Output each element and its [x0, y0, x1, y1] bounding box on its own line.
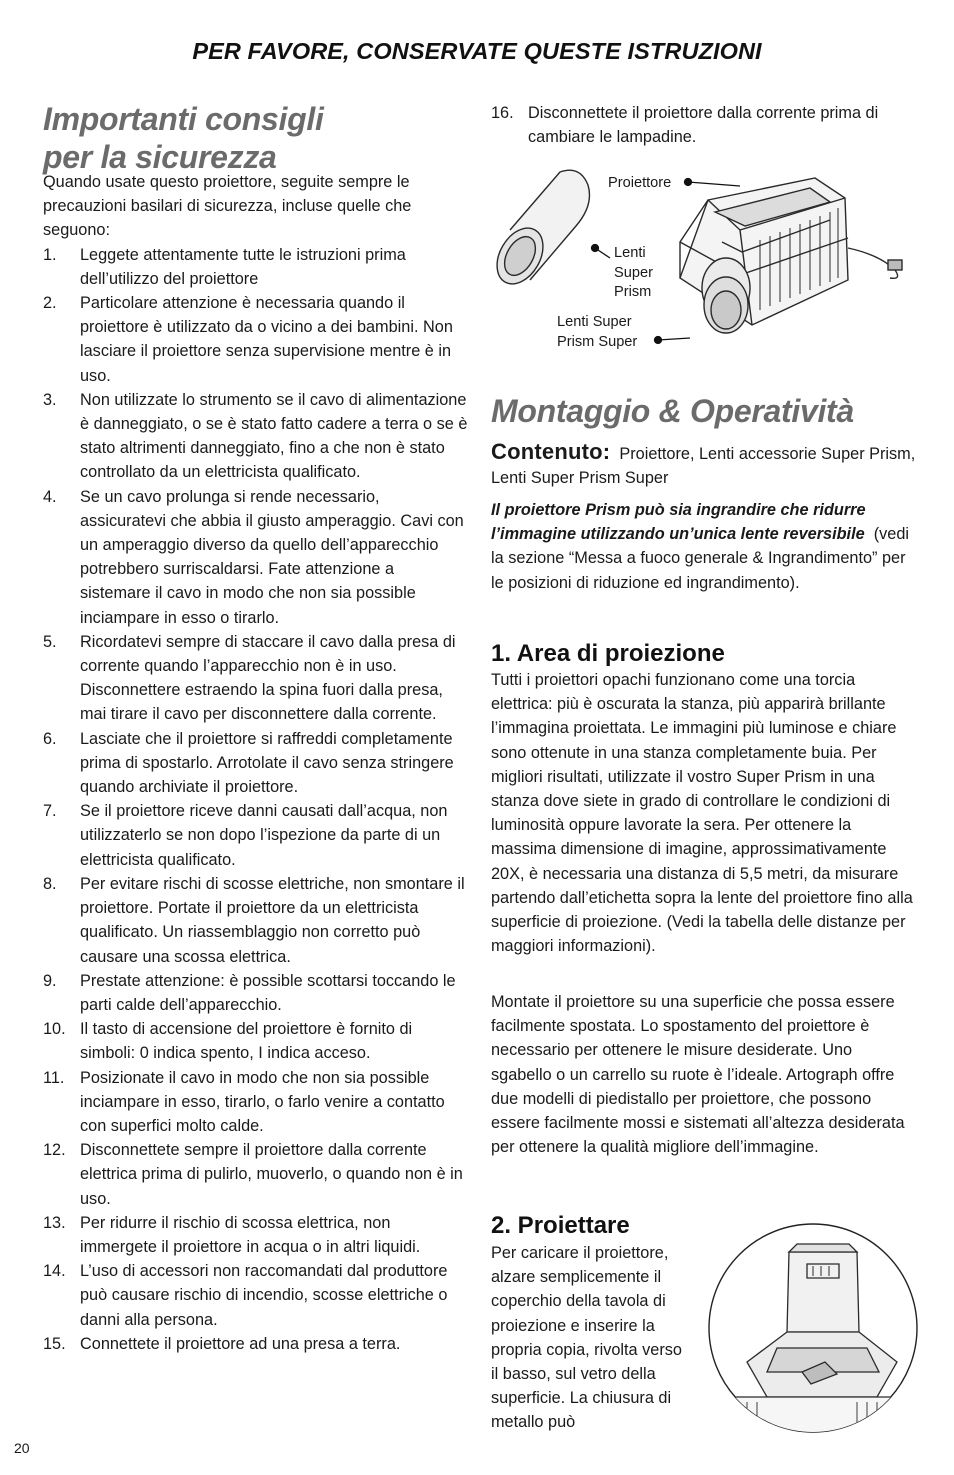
- item-text: Per ridurre il rischio di scossa elettrica, non immergete il proiettore in acqua o in altri liquidi.: [80, 1213, 421, 1256]
- label-lens-super-prism-super: [557, 313, 637, 352]
- list-item: [43, 388, 468, 485]
- item-text: Se un cavo prolunga si rende necessario, assicuratevi che abbia il giusto amperaggio. Cavi con un amperaggio diverso da quello dell’apparecchio potrebbero surriscaldarsi. Fate attenzione a sistemare il cavo in modo che non sia possible inciampare in esso o tirarlo.: [80, 487, 464, 627]
- item-number: 3.: [43, 390, 57, 409]
- section-1-paragraph-2: Montate il proiettore su una superficie che possa essere facilmente spostata. Lo spostamento del proiettore è necessario per ottenere le misure desiderate. Uno sgabello o un carrello su ruote è l’ideale. Artograph offre due modelli di piedistallo per proiettore, che possono essere facilmente mossi e sistemati all’altezza desiderata per ottenere la qualità migliore dell’immagine.: [491, 993, 905, 1157]
- item-text: Posizionate il cavo in modo che non sia possible inciampare in esso, tirarlo, o farlo venire a contatto con superfici molto calde.: [80, 1068, 445, 1135]
- item-number: 13.: [43, 1213, 66, 1232]
- item-number: 14.: [43, 1262, 66, 1281]
- safety-title: [43, 100, 324, 176]
- item-text: Particolare attenzione è necessaria quando il proiettore è utilizzato da o vicino a dei bambini. Non lasciare il proiettore senza supervisione mentre è in uso.: [80, 294, 453, 385]
- item-text: Connettete il proiettore ad una presa a terra.: [80, 1334, 401, 1353]
- item-text: Se il proiettore riceve danni causati dall’acqua, non utilizzaterlo se non dopo l’ispezione da parte di un elettricista qualificato.: [80, 802, 448, 869]
- item-text: Disconnettete sempre il proiettore dalla corrente elettrica prima di pulirlo, muoverlo, o quando non è in uso.: [80, 1141, 463, 1208]
- item-number: 5.: [43, 632, 57, 651]
- projector-illustration: [490, 160, 930, 370]
- label-line: Super: [614, 264, 653, 281]
- section-2-title: 2. Proiettare: [491, 1212, 630, 1239]
- list-item: [43, 727, 468, 800]
- intro-rest: (vedi la sezione “Messa a fuoco generale & Ingrandimento” per le posizioni di riduzione ed ingrandimento).: [491, 525, 910, 592]
- item-number: 7.: [43, 802, 57, 821]
- label-lens-super-prism: [614, 244, 653, 303]
- open-projector-illustration: [707, 1222, 919, 1434]
- list-item: [43, 291, 468, 388]
- list-item: [491, 101, 916, 149]
- safety-title-line1: Importanti consigli: [43, 101, 324, 137]
- item-number: 1.: [43, 245, 57, 264]
- item-number: 4.: [43, 487, 57, 506]
- list-item: [43, 1259, 468, 1332]
- contents-block: [491, 440, 916, 490]
- item-text: Disconnettete il proiettore dalla corrente prima di cambiare le lampadine.: [528, 104, 879, 147]
- intro-bold: Il proiettore Prism può sia ingrandire che ridurre l’immagine utilizzando un’unica lente reversibile: [491, 501, 866, 544]
- page-number: 20: [14, 1440, 30, 1456]
- label-line: Prism: [614, 284, 652, 300]
- item-text: Prestate attenzione: è possible scottarsi toccando le parti calde dell’apparecchio.: [80, 971, 456, 1014]
- list-item: [43, 1211, 468, 1259]
- item-text: Non utilizzate lo strumento se il cavo di alimentazione è danneggiato, o se è stato fatto cadere a terra o se è stato altrimenti danneggiato, fino a che non è stato controllato da un elettricista qualificato.: [80, 390, 468, 482]
- item-number: 2.: [43, 294, 57, 313]
- list-item: [43, 243, 468, 291]
- list-item: [43, 1066, 468, 1139]
- loading-illustration: [707, 1222, 919, 1434]
- banner-title: PER FAVORE, CONSERVATE QUESTE ISTRUZIONI: [192, 38, 762, 64]
- projector-diagram: [490, 160, 930, 370]
- contents-text: Proiettore, Lenti accessorie Super Prism, Lenti Super Prism Super: [491, 445, 916, 488]
- item-number: 9.: [43, 971, 57, 990]
- list-item: [43, 1138, 468, 1211]
- contents-label: Contenuto:: [491, 439, 611, 464]
- section-2-paragraph-1: Per caricare il proiettore, alzare semplicemente il coperchio della tavola di proiezione e inserire la propria copia, rivolta verso il basso, sul vetro della superficie. La chiusura di metallo può: [491, 1244, 682, 1432]
- list-item: [43, 969, 468, 1017]
- item-number: 16.: [491, 104, 514, 122]
- section-1-title: 1. Area di proiezione: [491, 640, 725, 667]
- assembly-title: Montaggio & Operatività: [491, 393, 854, 429]
- label-line: Prism Super: [557, 333, 638, 350]
- safety-title-line2: per la sicurezza: [43, 139, 277, 175]
- assembly-intro: [491, 498, 916, 595]
- item-number: 11.: [43, 1068, 65, 1087]
- item-text: L’uso di accessori non raccomandati dal produttore può causare rischio di incendio, scosse elettriche o danni alla persona.: [80, 1262, 448, 1329]
- list-item: [43, 872, 468, 969]
- list-item: [43, 630, 468, 727]
- item-text: Ricordatevi sempre di staccare il cavo dalla presa di corrente quando l’apparecchio non è in uso. Disconnettere estraendo la spina fuori dalla presa, mai tirare il cavo per disconnettere dalla corrente.: [80, 632, 456, 724]
- item-text: Per evitare rischi di scosse elettriche, non smontare il proiettore. Portate il proiettore da un elettricista qualificato. Un riassemblaggio non corretto può causare una scossa elettrica.: [80, 874, 465, 966]
- list-item: [43, 1332, 468, 1356]
- list-item: [43, 485, 468, 630]
- safety-column: [43, 170, 468, 1356]
- item-text: Leggete attentamente tutte le istruzioni prima dell’utilizzo del proiettore: [80, 245, 406, 288]
- item-number: 15.: [43, 1334, 66, 1353]
- item-number: 10.: [43, 1020, 66, 1039]
- safety-intro: Quando usate questo proiettore, seguite sempre le precauzioni basilari di sicurezza, incluse quelle che seguono:: [43, 173, 412, 240]
- list-item: [43, 1017, 468, 1065]
- item-number: 12.: [43, 1141, 66, 1160]
- list-item: [43, 799, 468, 872]
- label-line: Lenti: [614, 245, 646, 261]
- item-text: Il tasto di accensione del proiettore è fornito di simboli: 0 indica spento, I indica acceso.: [80, 1020, 413, 1063]
- section-1-paragraph-1: Tutti i proiettori opachi funzionano come una torcia elettrica: più è oscurata la stanza, più apparirà brillante l’immagina proiettata. Le immagini più luminose e chiare sono ottenute in una stanza completamente buia. Per migliori risultati, utilizzate il vostro Super Prism in una stanza dove siete in grado di controllare le condizioni di luminosità oppure lavorate la sera. Per ottenere la massima dimensione di imagine, approssimativamente 20X, è necessaria una distanza di 5,5 metri, da misurare partendo dall’etichetta sopra la lente del proiettore fino alla superficie di proiezione. (Vedi la tabella delle distanze per maggiori informazioni).: [491, 671, 913, 956]
- label-projector: Proiettore: [608, 175, 672, 191]
- safety-item-16: [491, 101, 916, 149]
- item-number: 8.: [43, 874, 57, 893]
- safety-list: [43, 243, 468, 1356]
- item-number: 6.: [43, 729, 57, 748]
- label-line: Lenti Super: [557, 314, 632, 330]
- item-text: Lasciate che il proiettore si raffreddi completamente prima di spostarlo. Arrotolate il cavo senza stringere quando archiviate il proiettore.: [80, 729, 454, 797]
